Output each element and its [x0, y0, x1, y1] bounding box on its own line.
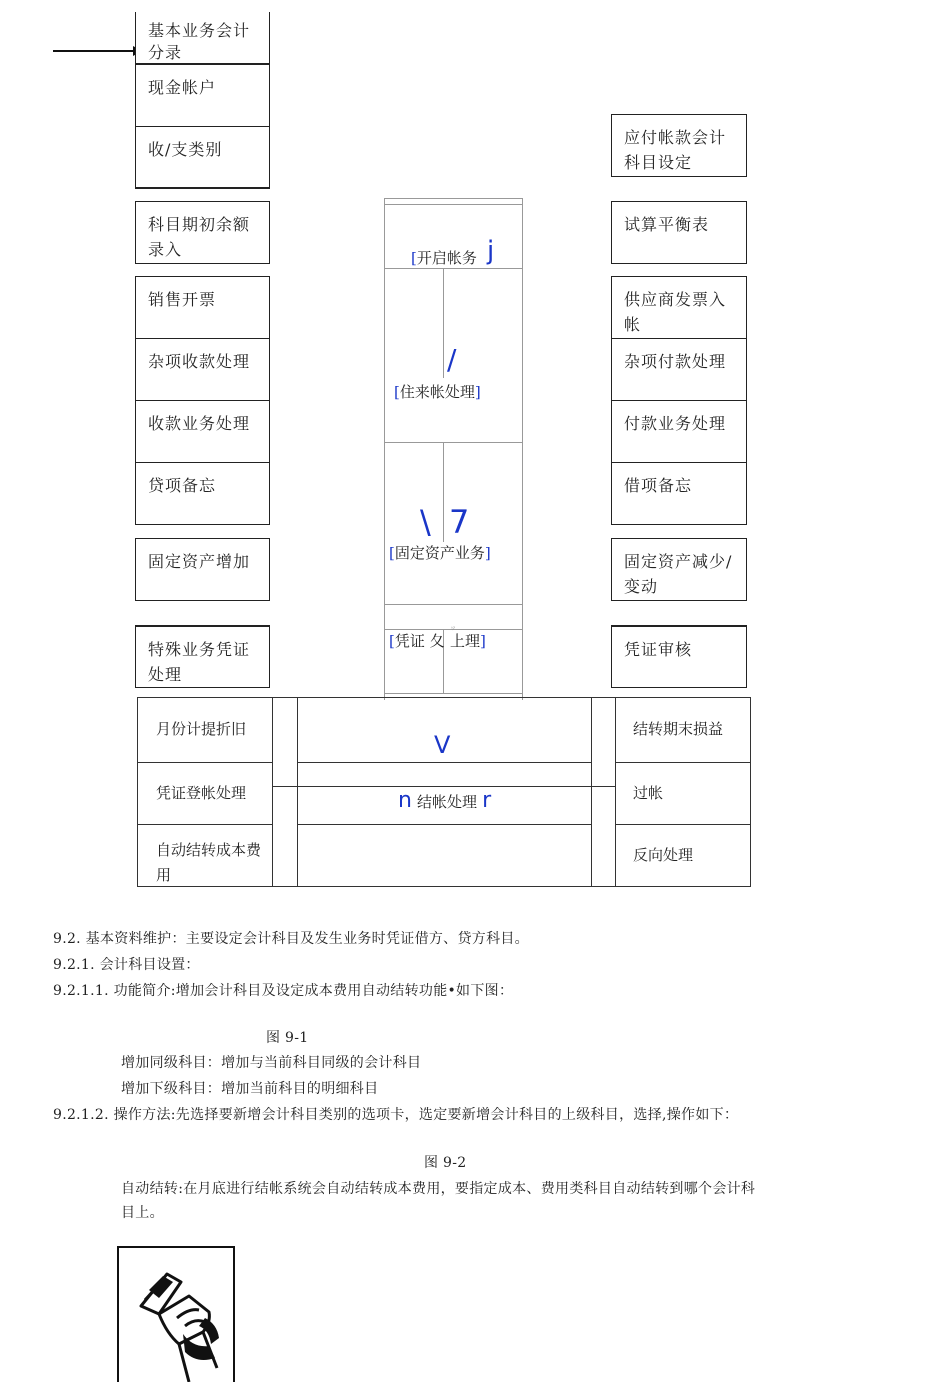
open-account-mark: j — [487, 236, 495, 266]
box-voucher-review — [611, 625, 747, 688]
box-label: 科目期初余额录入 — [148, 215, 251, 259]
box-supplier-invoice — [611, 276, 747, 339]
mid-top-border — [384, 198, 523, 199]
close-suffix: r — [482, 788, 492, 813]
box-label: 贷项备忘 — [148, 476, 217, 495]
box-label: 收/支类别 — [148, 140, 223, 159]
mid-divider — [443, 268, 444, 378]
close-prefix: n — [398, 788, 412, 813]
box-label: 现金帐户 — [148, 78, 217, 97]
box-label: 收款业务处理 — [148, 414, 251, 433]
box-trial-balance — [611, 201, 747, 264]
box-label: 杂项付款处理 — [624, 352, 727, 371]
bottom-left-2: 凭证登帐处理 — [156, 784, 247, 802]
bt-hline — [615, 824, 751, 825]
para-auto-transfer-end: 目上。 — [121, 1205, 164, 1221]
marks-7: \ 7 — [420, 503, 474, 541]
fixed-asset-business-label: [固定资产业务] — [389, 544, 491, 562]
para-9-2: 9.2. 基本资料维护：主要设定会计科目及发生业务时凭证借方、贷方科目。 — [53, 931, 529, 947]
box-label: 基本业务会计分录 — [148, 21, 251, 62]
box-label: 固定资产减少/变动 — [624, 552, 733, 596]
mid-rule — [384, 693, 523, 694]
box-label: 凭证审核 — [624, 640, 693, 659]
mid-right-border — [522, 198, 523, 700]
box-ap-account-setup — [611, 114, 747, 177]
box-label: 销售开票 — [148, 290, 217, 309]
bt-vline — [615, 698, 616, 886]
hand-pointer-image — [117, 1246, 235, 1382]
box-sales-invoice — [135, 276, 270, 339]
box-receipt-processing — [135, 400, 270, 463]
slash-mark: / — [447, 343, 457, 376]
bottom-left-3: 自动结转成本费用 — [156, 841, 262, 884]
para-9-2-1-1: 9.2.1.1. 功能简介:增加会计科目及设定成本费用自动结转功能•如下图： — [53, 983, 514, 999]
box-label: 试算平衡表 — [624, 215, 710, 234]
bottom-right-3: 反向处理 — [633, 846, 694, 864]
figure-caption-9-2: 图 9-2 — [424, 1155, 467, 1171]
tiny-mark: ヮ — [450, 625, 457, 632]
mid-rule — [384, 604, 523, 605]
box-label: 借项备忘 — [624, 476, 693, 495]
para-9-2-1: 9.2.1. 会计科目设置： — [53, 957, 200, 973]
mid-rule — [384, 268, 523, 269]
bottom-right-2: 过帐 — [633, 784, 664, 802]
voucher-right-label: 上理] — [450, 632, 486, 650]
para-auto-transfer: 自动结转:在月底进行结帐系统会自动结转成本费用，要指定成本、费用类科目自动结转到哪个会计科 — [121, 1181, 756, 1197]
bt-hline — [297, 762, 592, 763]
box-label: 固定资产增加 — [148, 552, 251, 571]
bottom-left-1: 月份计提折旧 — [156, 720, 247, 738]
bottom-right-1: 结转期末损益 — [633, 720, 724, 738]
para-add-same-level: 增加同级科目：增加与当前科目同级的会计科目 — [121, 1055, 422, 1071]
para-9-2-1-2: 9.2.1.2. 操作方法:先选择要新增会计科目类别的选项卡，选定要新增会计科目的上级科目，选择,操作如下： — [53, 1107, 739, 1123]
voucher-left-label: [凭证 夂 — [389, 632, 445, 650]
para-add-sub-level: 增加下级科目：增加当前科目的明细科目 — [121, 1081, 379, 1097]
figure-caption-9-1: 图 9-1 — [266, 1030, 309, 1046]
bt-vline — [272, 698, 273, 886]
box-debit-memo — [611, 462, 747, 525]
mid-left-border — [384, 198, 385, 700]
box-misc-payment — [611, 338, 747, 401]
bt-hline — [138, 762, 273, 763]
bt-hline — [615, 762, 751, 763]
box-label: 杂项收款处理 — [148, 352, 251, 371]
box-payment-processing — [611, 400, 747, 463]
box-special-voucher — [135, 625, 270, 688]
entry-arrow-line — [53, 50, 137, 52]
mid-rule — [384, 442, 523, 443]
bt-vline — [297, 698, 298, 886]
box-label: 供应商发票入帐 — [624, 290, 727, 334]
bt-vline — [591, 698, 592, 886]
open-account-label: [开启帐务 — [411, 249, 477, 267]
box-opening-balance — [135, 201, 270, 264]
box-label: 付款业务处理 — [624, 414, 727, 433]
box-basic-entries — [135, 12, 270, 65]
box-label: 特殊业务凭证处理 — [148, 640, 251, 684]
mid-rule — [384, 204, 523, 205]
ar-ap-label: [住来帐处理] — [394, 383, 481, 401]
box-income-expense-type — [135, 126, 270, 189]
box-misc-receipt — [135, 338, 270, 401]
v-mark: V — [434, 731, 451, 759]
close-label — [398, 788, 491, 813]
bt-hline — [138, 824, 273, 825]
box-fixed-asset-add — [135, 538, 270, 601]
close-text: 结帐处理 — [417, 793, 478, 811]
bt-hline — [297, 824, 592, 825]
box-fixed-asset-reduce — [611, 538, 747, 601]
bt-hline — [273, 786, 616, 787]
hand-pointer-icon — [119, 1248, 233, 1382]
box-label: 应付帐款会计科目设定 — [624, 128, 727, 172]
box-cash-account — [135, 64, 270, 127]
box-credit-memo — [135, 462, 270, 525]
